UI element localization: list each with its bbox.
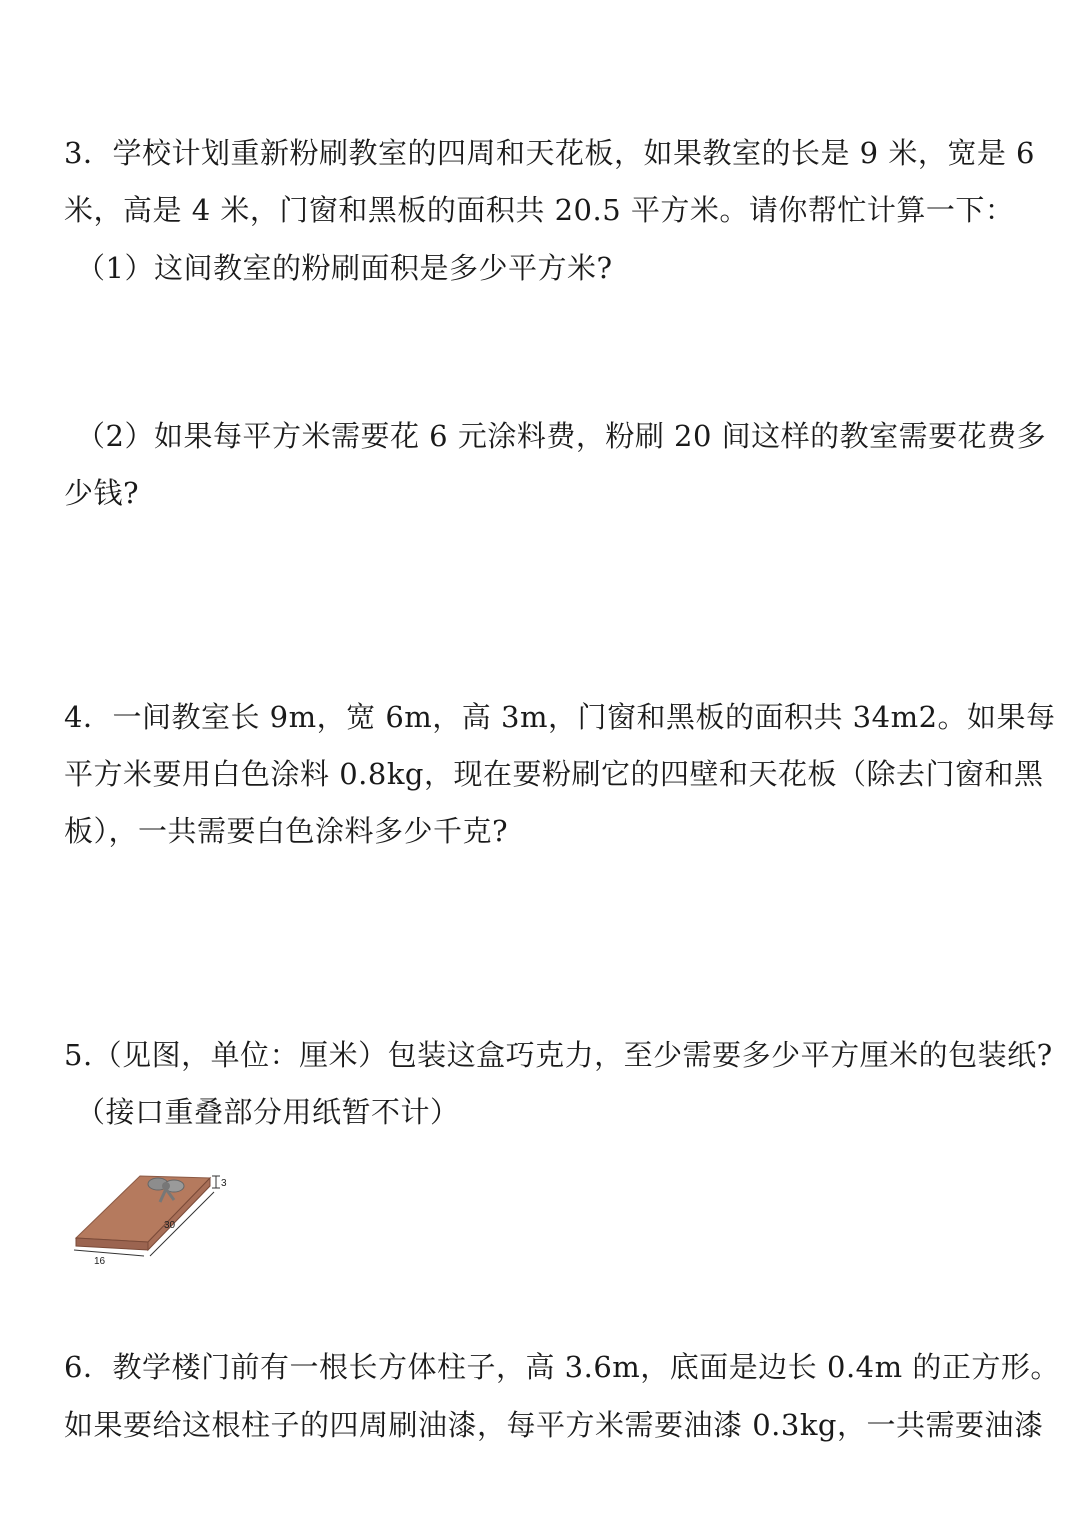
q4-line-1: 4．一间教室长 9m，宽 6m，高 3m，门窗和黑板的面积共 34m2。如果每 bbox=[64, 700, 1056, 734]
q4-line-3: 板），一共需要白色涂料多少千克? bbox=[64, 814, 509, 848]
q3-line-2: 米，高是 4 米，门窗和黑板的面积共 20.5 平方米。请你帮忙计算一下： bbox=[64, 193, 1015, 227]
chocolate-box-figure bbox=[70, 1150, 240, 1280]
q4-line-2: 平方米要用白色涂料 0.8kg，现在要粉刷它的四壁和天花板（除去门窗和黑 bbox=[64, 757, 1044, 791]
box-height-label: 3 bbox=[221, 1178, 227, 1189]
q5-line-1: 5.（见图，单位：厘米）包装这盒巧克力，至少需要多少平方厘米的包装纸? bbox=[64, 1038, 1053, 1072]
q5-line-2: （接口重叠部分用纸暂不计） bbox=[76, 1095, 460, 1129]
q6-line-2: 如果要给这根柱子的四周刷油漆，每平方米需要油漆 0.3kg，一共需要油漆 bbox=[64, 1408, 1044, 1442]
box-top-face bbox=[76, 1176, 210, 1242]
q3-part-2-line-1: （2）如果每平方米需要花 6 元涂料费，粉刷 20 间这样的教室需要花费多 bbox=[76, 419, 1047, 453]
box-width-label: 16 bbox=[94, 1256, 106, 1267]
q3-part-1: （1）这间教室的粉刷面积是多少平方米? bbox=[76, 251, 613, 285]
q3-part-2-line-2: 少钱? bbox=[64, 476, 140, 510]
chocolate-box-diagram bbox=[70, 1150, 240, 1280]
q6-line-1: 6．教学楼门前有一根长方体柱子，高 3.6m，底面是边长 0.4m 的正方形。 bbox=[64, 1350, 1060, 1384]
q3-line-1: 3．学校计划重新粉刷教室的四周和天花板，如果教室的长是 9 米，宽是 6 bbox=[64, 136, 1036, 170]
box-length-label: 30 bbox=[164, 1220, 176, 1231]
